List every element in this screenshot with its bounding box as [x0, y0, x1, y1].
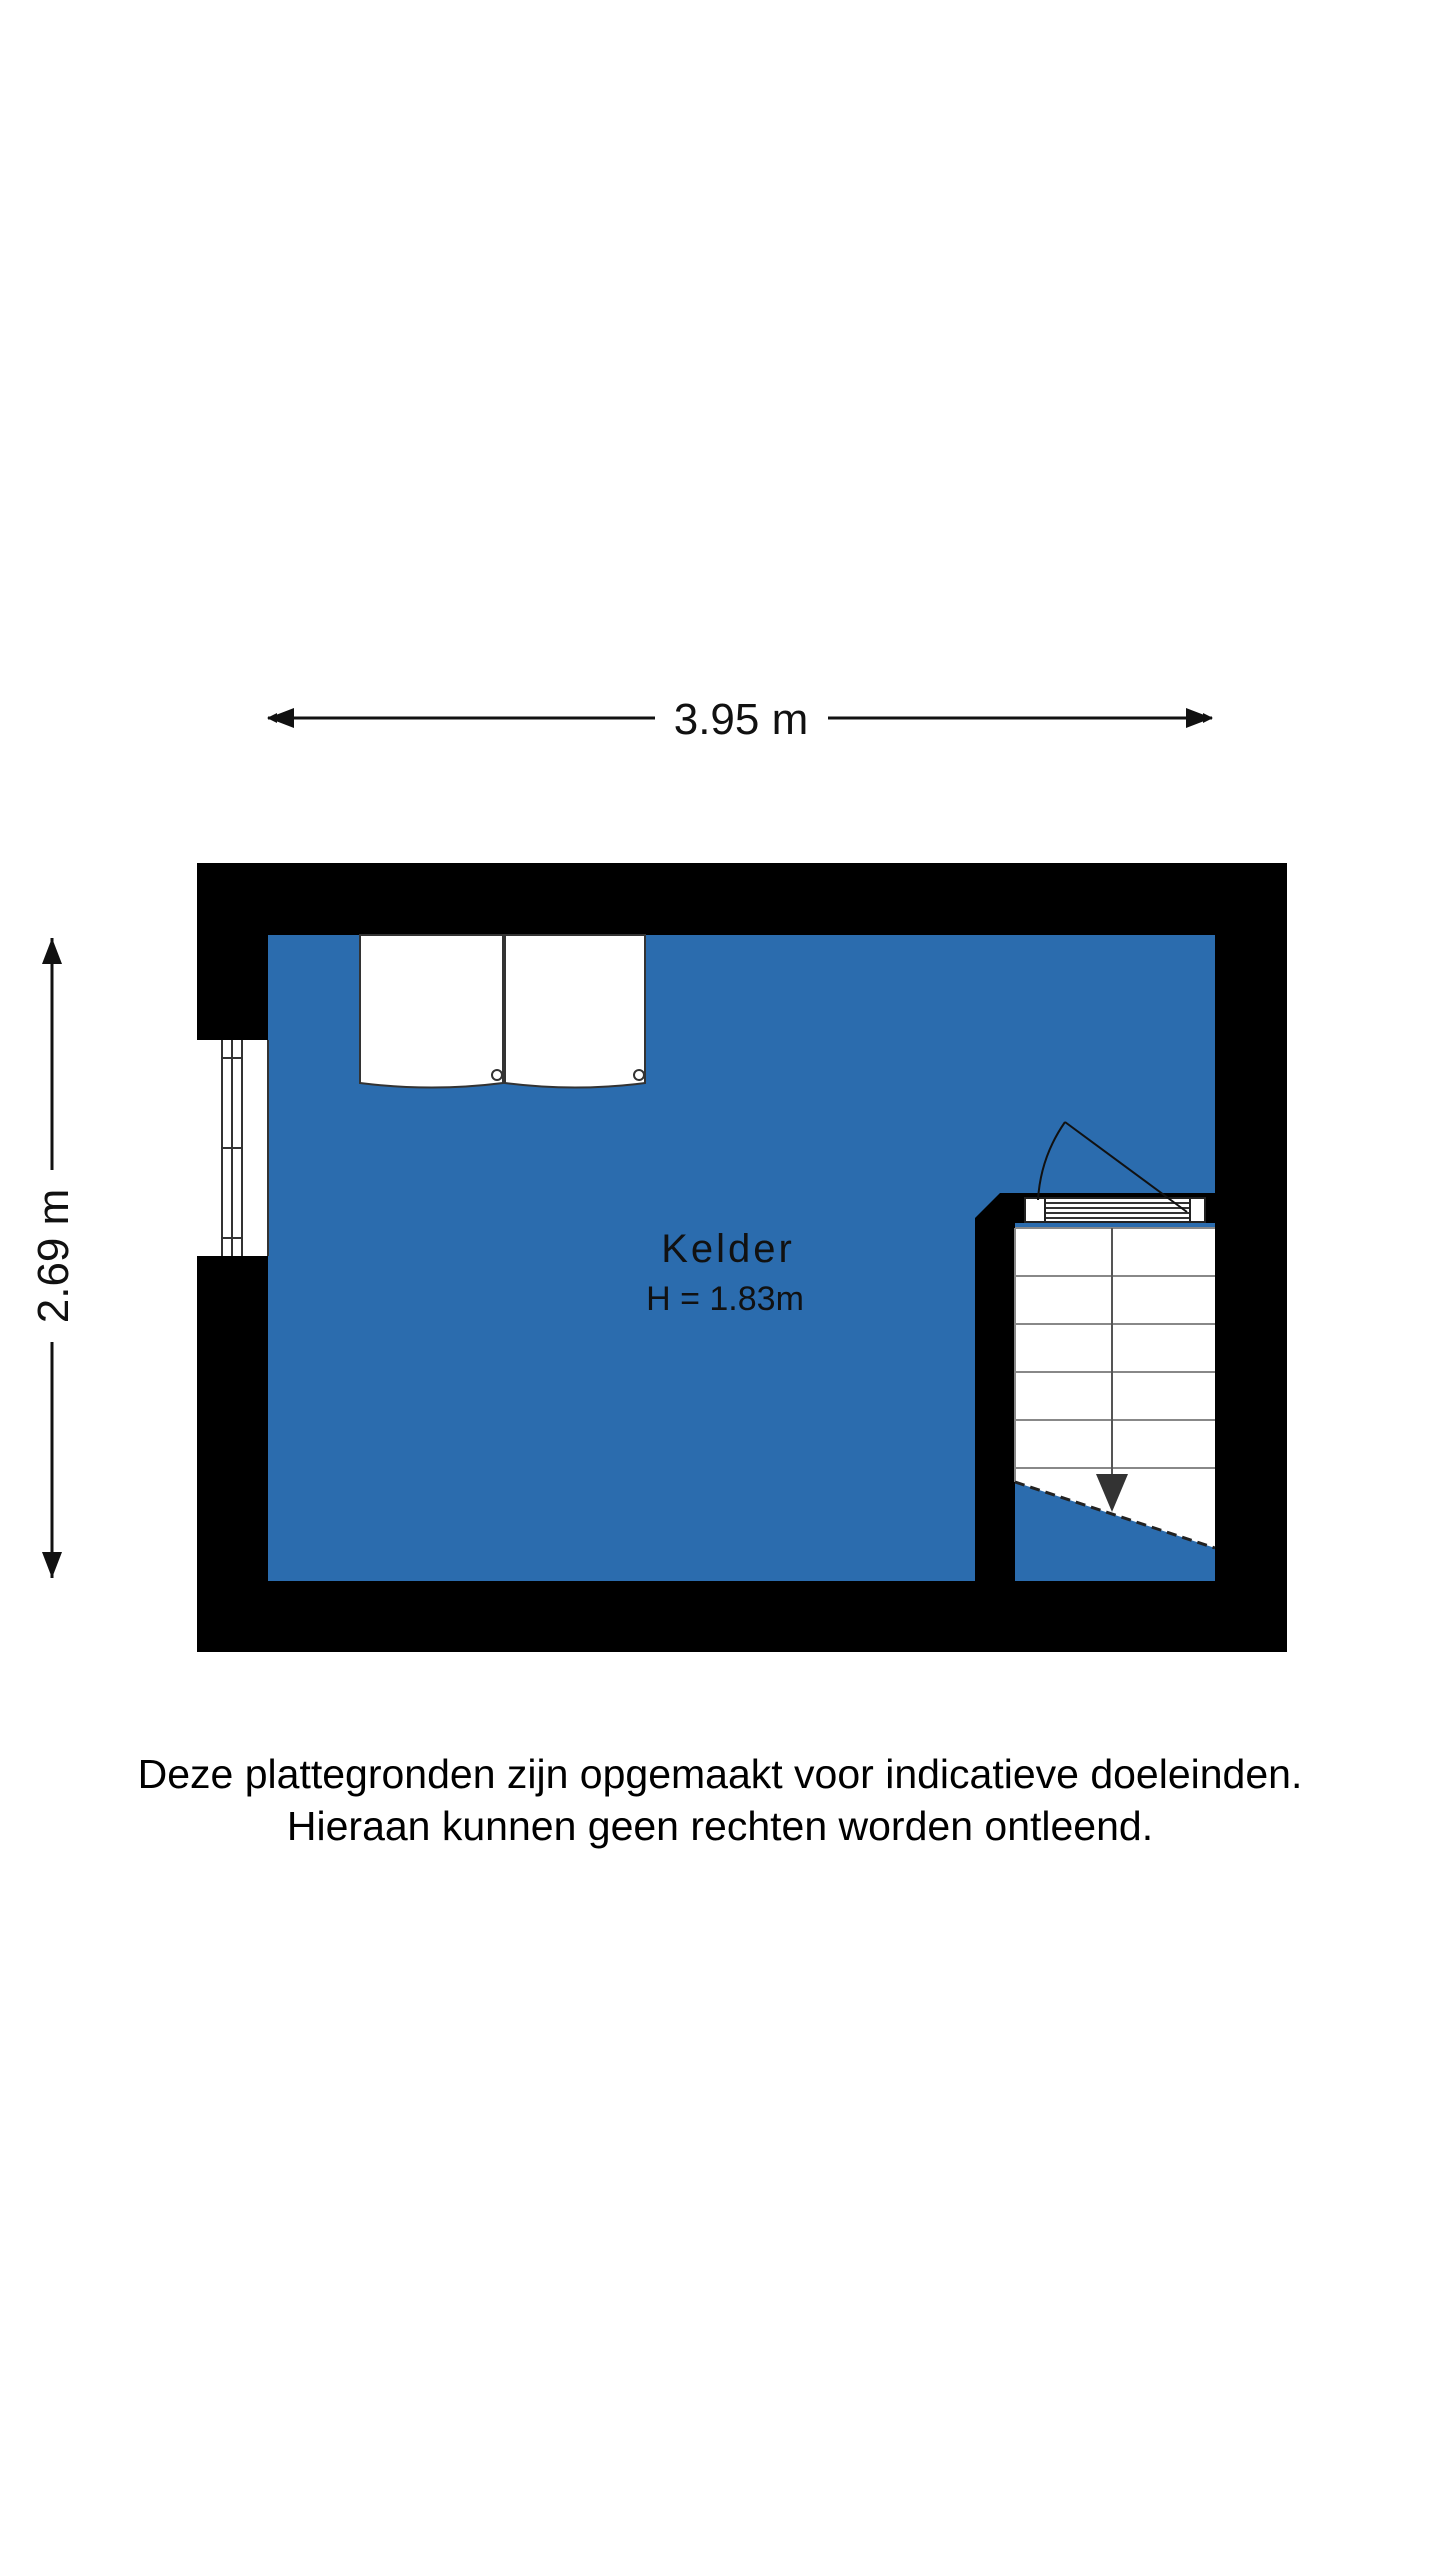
disclaimer-line-1: Deze plattegronden zijn opgemaakt voor indicatieve doeleinden. [137, 1751, 1303, 1797]
width-dimension [268, 695, 1212, 744]
cabinet-right [505, 935, 645, 1088]
height-dimension [29, 938, 78, 1578]
staircase [1015, 1223, 1215, 1581]
width-label: 3.95 m [673, 695, 809, 744]
cabinet-unit [360, 935, 645, 1088]
stair-wall [975, 1193, 1015, 1581]
room-height: H = 1.83m [646, 1280, 804, 1318]
cabinet-left [360, 935, 503, 1088]
disclaimer-line-2: Hieraan kunnen geen rechten worden ontleend. [286, 1803, 1154, 1849]
left-window [197, 1040, 268, 1256]
height-label: 2.69 m [29, 1188, 78, 1324]
room-name: Kelder [661, 1227, 795, 1271]
disclaimer [40, 1748, 1400, 1852]
